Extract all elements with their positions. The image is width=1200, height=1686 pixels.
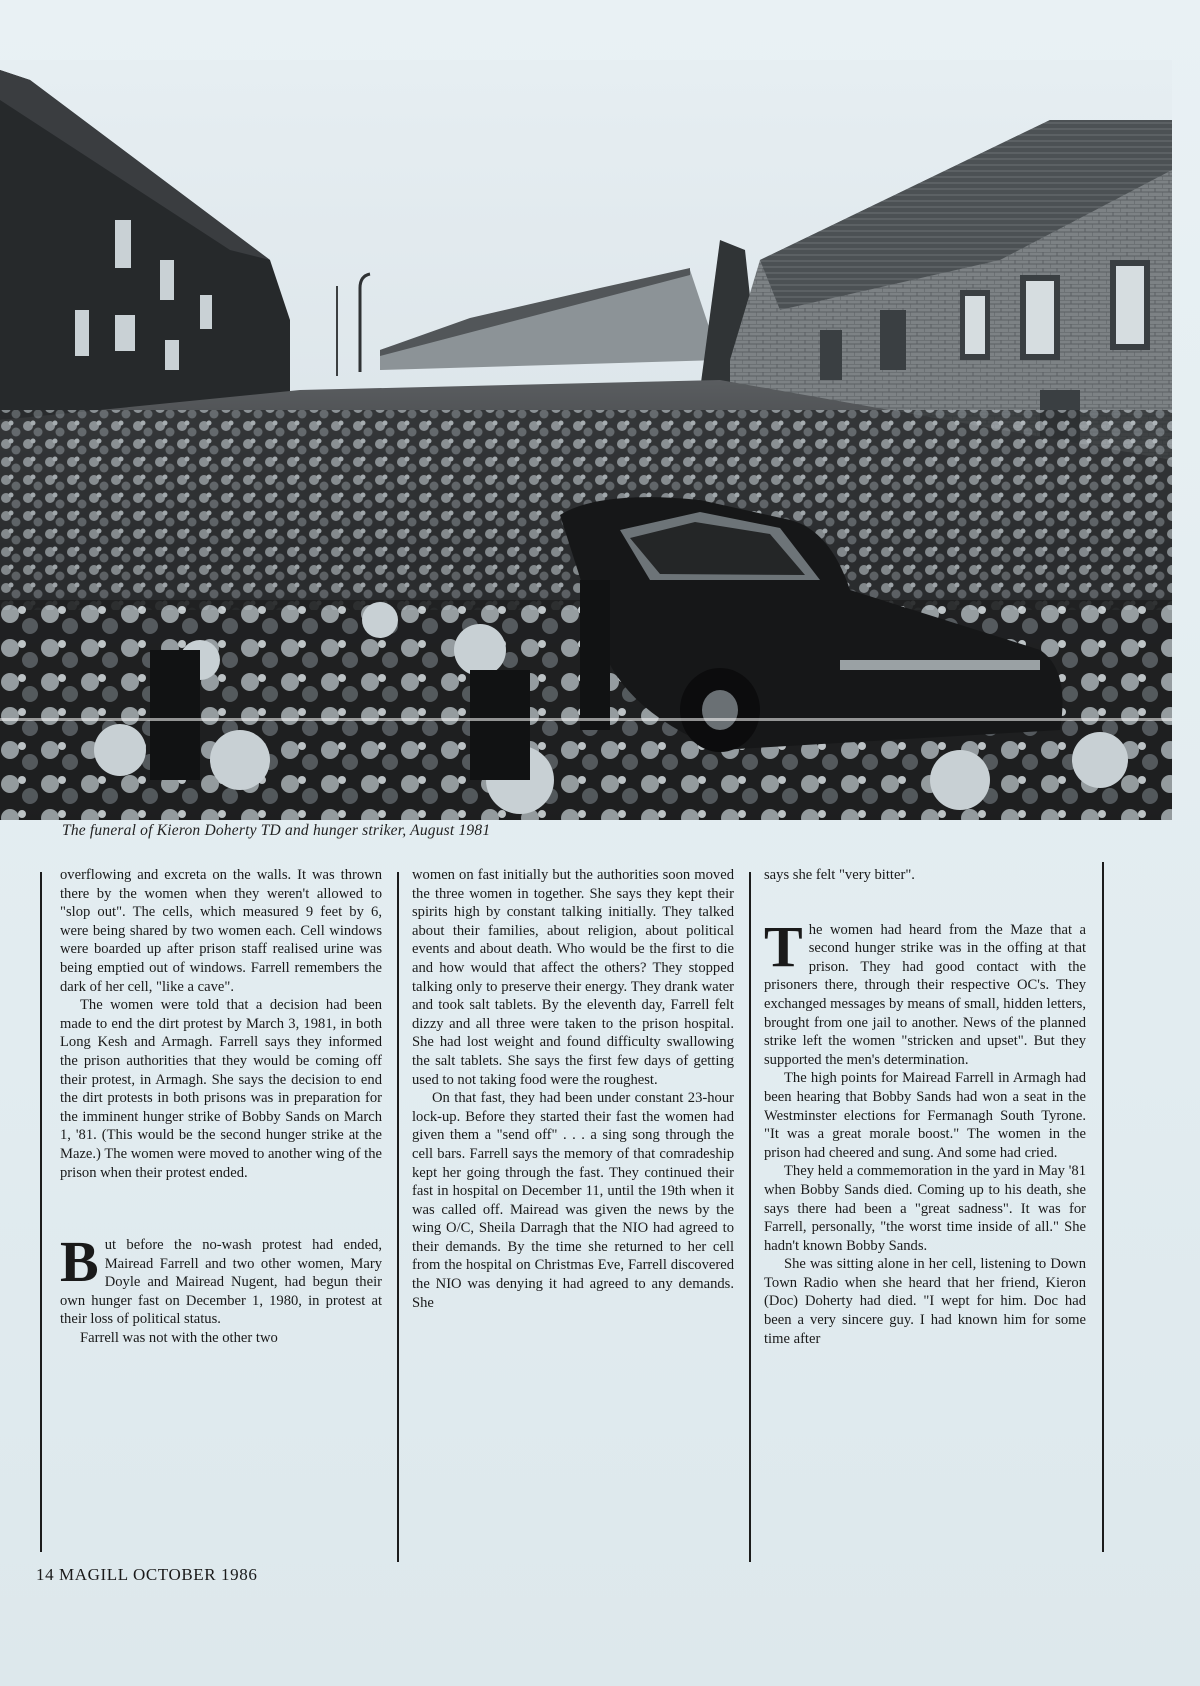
section-spacer <box>60 1182 382 1236</box>
col3-paragraph-1: says she felt "very bitter". <box>764 867 915 883</box>
col3-paragraph-3: The high points for Mairead Farrell in Armagh had been hearing that Bobby Sands had won a seat in the Westminster elections for Fermanagh South Tyrone. "It was a great morale boost." The women in the prison had cheered and sung. And some had cried. <box>764 1070 1086 1161</box>
col3-paragraph-2 <box>764 913 1086 1070</box>
column-rule-middle-1 <box>397 872 399 1562</box>
article-column-1 <box>60 866 382 1348</box>
col1-paragraph-3-text: ut before the no-wash protest had ended, Mairead Farrell and two other women, Mary Doyle and Mairead Nugent, had begun their own hunger fast on December 1, 1980, in protest at their loss of political status. <box>60 1237 382 1328</box>
col1-paragraph-1: overflowing and excreta on the walls. It was thrown there by the women when they weren't allowed to "slop out". The cells, which measured 9 feet by 6, were being shared by two women each. Cell windows were boarded up after prison staff realised urine was being emptied out of windows. Farrell remembers the dark of her cell, "like a cave". <box>60 867 382 995</box>
col3-paragraph-5: She was sitting alone in her cell, listening to Down Town Radio when she heard that her friend, Kieron (Doc) Doherty had died. "I wept for him. Doc had been a very sincere guy. I had known him for some time after <box>764 1256 1086 1347</box>
column-rule-left <box>40 872 42 1552</box>
drop-cap-b: B <box>60 1229 99 1295</box>
col2-paragraph-1: women on fast initially but the authorities soon moved the three women in together. She says they kept their spirits high by constant talking initially. They talked about their families, about religion, about political events and about death. Who would be the first to die and how would that affect the others? They stopped talking only to preserve their energy. They drank water and took salt tablets. By the eleventh day, Farrell felt dizzy and all three were taken to the prison hospital. She had lost weight and found difficulty swallowing the salt tablets. She says the first few days of getting used to not taking food were the roughest. <box>412 867 734 1088</box>
drop-cap-t: T <box>764 913 803 979</box>
col2-paragraph-2: On that fast, they had been under constant 23-hour lock-up. Before they started their fast the women had given them a "send off" . . . a sing song through the cell bars. Farrell says the memory of that comradeship kept her going through the fast. They continued their fast in hospital on December 11, until the 19th when it was called off. Mairead was given the news by the wing O/C, Sheila Darragh that the NIO had agreed to their demands. By the time she returned to her cell from the hospital on Christmas Eve, Farrell discovered the NIO was denying it had agreed to any demands. She <box>412 1090 734 1311</box>
scan-artifact-line <box>0 718 1172 721</box>
article-column-2 <box>412 866 734 1312</box>
funeral-photograph <box>0 60 1172 820</box>
page-footer: 14 MAGILL OCTOBER 1986 <box>36 1565 258 1584</box>
col1-paragraph-3 <box>60 1229 382 1329</box>
column-rule-middle-2 <box>749 872 751 1562</box>
col1-paragraph-2: The women were told that a decision had been made to end the dirt protest by March 3, 1981, in both Long Kesh and Armagh. Farrell says they informed the prison authorities that they would be coming off their protest, in Armagh. She says the decision to end the dirt protests in both prisons was in preparation for the imminent hunger strike of Bobby Sands on March 1, '81. (This would be the second hunger strike at the Maze.) The women were moved to another wing of the prison when their protest ended. <box>60 997 382 1181</box>
col3-paragraph-2-text: he women had heard from the Maze that a second hunger strike was in the offing at that prison. They had good contact with the prisoners there, through their respective OC's. They exchanged messages by means of small, hidden letters, brought from one jail to another. News of the planned strike left the women "stricken and upset". But they supported the men's determination. <box>764 921 1086 1068</box>
photo-caption: The funeral of Kieron Doherty TD and hunger striker, August 1981 <box>62 822 491 839</box>
column-rule-right <box>1102 862 1104 1552</box>
section-spacer <box>764 885 1086 921</box>
article-column-3 <box>764 866 1086 1348</box>
col1-paragraph-4: Farrell was not with the other two <box>80 1330 278 1347</box>
col3-paragraph-4: They held a commemoration in the yard in May '81 when Bobby Sands died. Coming up to his death, she says there had been a "great sadness". It was for Farrell, personally, "the worst time inside of all." She hadn't known Bobby Sands. <box>764 1163 1086 1254</box>
